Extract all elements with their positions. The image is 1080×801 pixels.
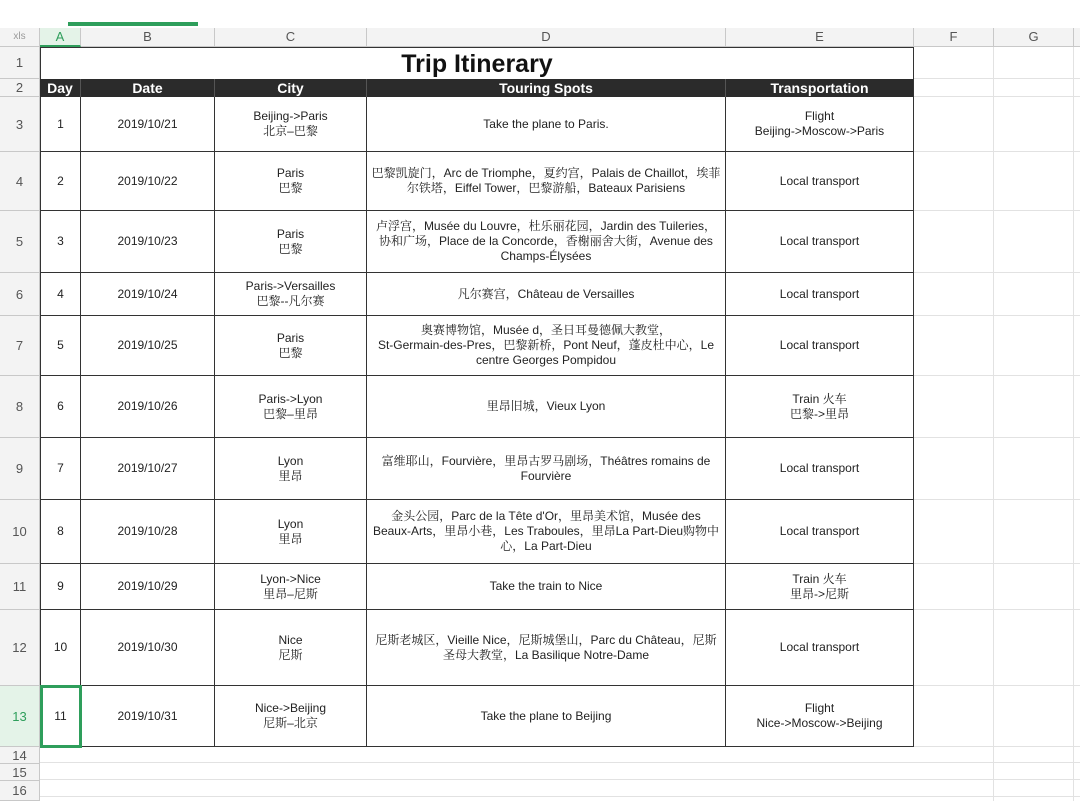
cell-city[interactable] (215, 376, 367, 438)
cell-city[interactable] (215, 152, 367, 211)
column-header-f[interactable]: F (914, 28, 994, 47)
column-header-a[interactable]: A (40, 28, 81, 47)
cell-touring-spots[interactable] (367, 97, 726, 152)
cell-line: Paris->Versailles (245, 279, 336, 293)
cell-day[interactable]: 1 (40, 97, 81, 152)
gridline (914, 746, 1080, 747)
cell-city-text (278, 633, 302, 663)
cell-touring-spots[interactable] (367, 438, 726, 500)
cell-city-text (277, 331, 304, 361)
gridline (993, 47, 994, 801)
cell-line: Local transport (779, 461, 860, 475)
cell-line: Train 火车 (792, 391, 847, 406)
cell-city[interactable] (215, 564, 367, 610)
cell-transportation[interactable] (726, 273, 914, 316)
cell-line: 金头公园，Parc de la Tête d'Or，里昂美术馆，Musée des (391, 509, 701, 523)
cell-day[interactable]: 5 (40, 316, 81, 376)
cell-line: Nice (278, 632, 303, 647)
row-header-12[interactable]: 12 (0, 610, 40, 686)
header-day[interactable]: Day (40, 79, 81, 97)
header-date[interactable]: Date (81, 79, 215, 97)
cell-line: centre Georges Pompidou (475, 353, 617, 367)
cell-line: 圣母大教堂，La Basilique Notre-Dame (442, 647, 650, 662)
cell-line: 巴黎凯旋门，Arc de Triomphe，夏约宫，Palais de Chaillot，埃菲 (371, 166, 721, 180)
cell-line: 巴黎--凡尔赛 (256, 294, 325, 308)
cell-city[interactable] (215, 500, 367, 564)
cell-line: 里昂 (278, 468, 303, 483)
cell-line: Flight (804, 109, 835, 123)
cell-line: Local transport (779, 234, 860, 248)
select-all-corner[interactable]: xls (0, 28, 40, 47)
cell-date[interactable]: 2019/10/22 (81, 152, 215, 211)
cell-transportation-text (780, 640, 859, 655)
cell-line: 巴黎–里昂 (263, 406, 318, 421)
cell-line: Beijing->Moscow->Paris (754, 124, 885, 138)
row-header-6[interactable]: 6 (0, 273, 40, 316)
cell-transportation-text (790, 392, 849, 422)
cell-line: 里昂->尼斯 (789, 586, 849, 601)
cell-city[interactable] (215, 211, 367, 273)
cell-line: Local transport (779, 338, 860, 352)
cell-line: 心，La Part-Dieu (500, 539, 592, 553)
gridline (914, 78, 1080, 79)
cell-touring-spots-text (483, 117, 608, 132)
cell-transportation-text (756, 701, 882, 731)
cell-date[interactable]: 2019/10/27 (81, 438, 215, 500)
cell-city[interactable] (215, 273, 367, 316)
cell-line: 奥赛博物馆，Musée d，圣日耳曼德佩大教堂， (420, 323, 671, 337)
cell-line: Lyon (277, 453, 304, 468)
cell-touring-spots-text (376, 219, 716, 264)
row-header-7[interactable]: 7 (0, 316, 40, 376)
cell-day[interactable]: 2 (40, 152, 81, 211)
cell-date[interactable]: 2019/10/28 (81, 500, 215, 564)
cell-line: 巴黎 (278, 241, 303, 256)
header-city[interactable]: City (215, 79, 367, 97)
cell-touring-spots[interactable] (367, 152, 726, 211)
cell-transportation[interactable] (726, 97, 914, 152)
cell-touring-spots-text (458, 287, 635, 302)
gridline (914, 685, 1080, 686)
row-header-14[interactable]: 14 (0, 747, 40, 764)
cell-day[interactable]: 9 (40, 564, 81, 610)
cell-line: Paris (276, 330, 305, 345)
column-header-overflow (1074, 28, 1080, 47)
cell-transportation-text (780, 287, 859, 302)
gridline (914, 96, 1080, 97)
row-header-1[interactable]: 1 (0, 47, 40, 79)
cell-touring-spots-text (481, 709, 612, 724)
row-header-10[interactable]: 10 (0, 500, 40, 564)
cell-line: 巴黎 (278, 181, 303, 195)
cell-transportation[interactable] (726, 316, 914, 376)
cell-line: Fourvière (520, 468, 572, 483)
cell-city[interactable] (215, 610, 367, 686)
cell-touring-spots[interactable] (367, 686, 726, 747)
cell-line: 尼斯老城区，Vieille Nice，尼斯城堡山，Parc du Château，尼斯 (375, 632, 717, 647)
cell-transportation[interactable] (726, 686, 914, 747)
selection-indicator (68, 22, 198, 26)
gridline (1073, 47, 1074, 801)
cell-line: 里昂 (278, 531, 303, 546)
gridline (914, 499, 1080, 500)
column-header-c[interactable]: C (215, 28, 367, 47)
cell-date[interactable]: 2019/10/23 (81, 211, 215, 273)
cell-date[interactable]: 2019/10/29 (81, 564, 215, 610)
row-header-4[interactable]: 4 (0, 152, 40, 211)
cell-line: Nice->Beijing (254, 701, 327, 715)
gridline (914, 210, 1080, 211)
sheet-title[interactable]: Trip Itinerary (40, 47, 914, 79)
cell-transportation-text (780, 234, 859, 249)
cell-transportation[interactable] (726, 500, 914, 564)
cell-day[interactable]: 11 (40, 686, 81, 747)
gridline (40, 796, 1080, 797)
gridline (914, 272, 1080, 273)
cell-touring-spots-text (382, 454, 711, 484)
column-header-e[interactable]: E (726, 28, 914, 47)
cell-touring-spots-text (487, 399, 606, 414)
row-header-5[interactable]: 5 (0, 211, 40, 273)
row-header-11[interactable]: 11 (0, 564, 40, 610)
cell-city[interactable] (215, 438, 367, 500)
gridline (40, 779, 1080, 780)
header-transportation[interactable]: Transportation (726, 79, 914, 97)
row-header-13[interactable]: 13 (0, 686, 40, 747)
cell-city[interactable] (215, 316, 367, 376)
cell-line: 里昂旧城，Vieux Lyon (486, 399, 606, 413)
gridline (914, 315, 1080, 316)
cell-line: Local transport (779, 524, 860, 538)
cell-transportation-text (755, 109, 884, 139)
cell-touring-spots-text (490, 579, 603, 594)
cell-touring-spots[interactable] (367, 376, 726, 438)
cell-transportation[interactable] (726, 211, 914, 273)
cell-line: 巴黎->里昂 (789, 406, 849, 421)
cell-line: Paris->Lyon (258, 391, 323, 406)
header-touring-spots[interactable]: Touring Spots (367, 79, 726, 97)
gridline (914, 151, 1080, 152)
row-header-15[interactable]: 15 (0, 764, 40, 781)
column-header-b[interactable]: B (81, 28, 215, 47)
cell-line: Nice->Moscow->Beijing (756, 716, 883, 730)
row-header-9[interactable]: 9 (0, 438, 40, 500)
cell-date[interactable]: 2019/10/21 (81, 97, 215, 152)
cell-transportation-text (780, 338, 859, 353)
cell-touring-spots[interactable] (367, 564, 726, 610)
cell-city-text (278, 517, 304, 547)
cell-touring-spots[interactable] (367, 316, 726, 376)
cell-line: Train 火车 (792, 571, 847, 586)
cell-city-text (246, 279, 336, 309)
cell-transportation[interactable] (726, 564, 914, 610)
cell-day[interactable]: 8 (40, 500, 81, 564)
gridline (914, 609, 1080, 610)
cell-transportation-text (780, 461, 859, 476)
cell-city-text (255, 701, 326, 731)
cell-line: Paris (276, 166, 305, 180)
cell-touring-spots-text (372, 166, 721, 196)
row-header-8[interactable]: 8 (0, 376, 40, 438)
row-header-16[interactable]: 16 (0, 781, 40, 801)
cell-touring-spots-text (375, 633, 716, 663)
cell-line: Champs-Élysées (500, 249, 592, 263)
cell-line: St-Germain-des-Pres，巴黎新桥，Pont Neuf，蓬皮杜中心，Le (377, 338, 715, 352)
cell-city-text (260, 572, 321, 602)
cell-line: Beijing->Paris (253, 109, 328, 123)
cell-touring-spots-text (373, 509, 719, 554)
cell-line: 尼斯 (278, 647, 303, 662)
cell-touring-spots[interactable] (367, 610, 726, 686)
cell-day[interactable]: 4 (40, 273, 81, 316)
cell-line: Paris (276, 226, 305, 241)
cell-city-text (259, 392, 323, 422)
cell-line: Beaux-Arts，里昂小巷，Les Traboules，里昂La Part-Dieu购物中 (372, 524, 720, 538)
cell-line: Local transport (779, 173, 860, 188)
cell-transportation[interactable] (726, 152, 914, 211)
column-header-d[interactable]: D (367, 28, 726, 47)
cell-transportation-text (780, 174, 859, 189)
cell-transportation-text (790, 572, 849, 602)
cell-line: Local transport (779, 640, 860, 654)
cell-city-text (253, 109, 327, 139)
cell-line: 巴黎 (278, 345, 303, 360)
cell-touring-spots[interactable] (367, 500, 726, 564)
cell-touring-spots[interactable] (367, 273, 726, 316)
cell-line: Local transport (779, 286, 860, 301)
cell-date[interactable]: 2019/10/31 (81, 686, 215, 747)
cell-line: 协和广场，Place de la Concorde，香榭丽舍大街，Avenue des (379, 234, 713, 248)
cell-city-text (277, 166, 304, 196)
cell-line: Take the plane to Paris. (483, 116, 609, 131)
cell-line: Flight (804, 701, 835, 715)
gridline (40, 762, 1080, 763)
cell-line: 北京–巴黎 (263, 124, 318, 138)
cell-line: 凡尔赛宫，Château de Versailles (457, 286, 635, 301)
cell-line: 尼斯–北京 (263, 716, 318, 730)
cell-transportation-text (780, 524, 859, 539)
cell-transportation[interactable] (726, 438, 914, 500)
cell-line: Take the plane to Beijing (480, 708, 612, 723)
cell-day[interactable]: 6 (40, 376, 81, 438)
gridline (914, 563, 1080, 564)
row-header-3[interactable]: 3 (0, 97, 40, 152)
cell-date[interactable]: 2019/10/26 (81, 376, 215, 438)
gridline (914, 437, 1080, 438)
cell-touring-spots[interactable] (367, 211, 726, 273)
cell-transportation[interactable] (726, 376, 914, 438)
cell-date[interactable]: 2019/10/30 (81, 610, 215, 686)
cell-day[interactable]: 10 (40, 610, 81, 686)
cell-line: 卢浮宫，Musée du Louvre，杜乐丽花园，Jardin des Tuileries， (375, 219, 717, 233)
cell-line: Take the train to Nice (489, 579, 603, 593)
column-header-g[interactable]: G (994, 28, 1074, 47)
cell-line: 里昂–尼斯 (263, 586, 318, 601)
cell-line: Lyon (277, 516, 304, 531)
cell-date[interactable]: 2019/10/24 (81, 273, 215, 316)
cell-city[interactable] (215, 686, 367, 747)
cell-date[interactable]: 2019/10/25 (81, 316, 215, 376)
cell-touring-spots-text (378, 323, 714, 368)
cell-line: 富维耶山，Fourvière，里昂古罗马剧场，Théâtres romains de (381, 453, 711, 468)
cell-day[interactable]: 7 (40, 438, 81, 500)
row-header-2[interactable]: 2 (0, 79, 40, 97)
cell-line: Lyon->Nice (260, 571, 321, 586)
cell-day[interactable]: 3 (40, 211, 81, 273)
gridline (914, 375, 1080, 376)
cell-city-text (277, 227, 304, 257)
cell-transportation[interactable] (726, 610, 914, 686)
cell-city-text (278, 454, 304, 484)
cell-line: 尔铁塔，Eiffel Tower，巴黎游船，Bateaux Parisiens (406, 181, 686, 195)
cell-city[interactable] (215, 97, 367, 152)
